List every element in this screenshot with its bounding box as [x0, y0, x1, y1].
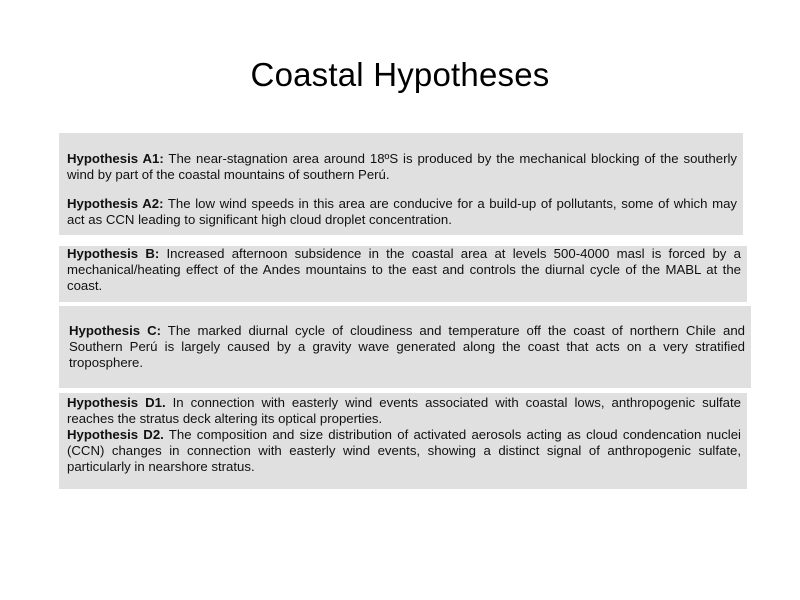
hypothesis-a2: [67, 196, 737, 228]
hypothesis-c-label: Hypothesis C:: [69, 323, 161, 338]
hypothesis-d2: [67, 427, 741, 475]
hypothesis-box-a: [59, 133, 743, 235]
hypothesis-a2-text: The low wind speeds in this area are conducive for a build-up of pollutants, some of which may act as CCN leading to significant high cloud droplet concentration.: [67, 196, 737, 227]
hypothesis-c-text: The marked diurnal cycle of cloudiness and temperature off the coast of northern Chile and Southern Perú is largely caused by a gravity wave generated along the coast that acts on a very stratified troposphere.: [69, 323, 745, 370]
paragraph-gap: [67, 183, 737, 196]
hypothesis-a2-label: Hypothesis A2:: [67, 196, 164, 211]
hypothesis-a1-label: Hypothesis A1:: [67, 151, 164, 166]
hypothesis-box-c: [59, 306, 751, 388]
hypothesis-b: [67, 246, 741, 294]
hypothesis-box-d: [59, 393, 747, 489]
hypothesis-d2-label: Hypothesis D2.: [67, 427, 164, 442]
hypothesis-b-text: Increased afternoon subsidence in the coastal area at levels 500-4000 masl is forced by a mechanical/heating effect of the Andes mountains to the east and controls the diurnal cycle of the MABL at the coast.: [67, 246, 741, 293]
hypothesis-d1-text: In connection with easterly wind events associated with coastal lows, anthropogenic sulfate reaches the stratus deck altering its optical properties.: [67, 395, 741, 426]
hypothesis-d1: [67, 395, 741, 427]
hypothesis-d1-label: Hypothesis D1.: [67, 395, 166, 410]
hypothesis-c: [69, 323, 745, 371]
slide-title: Coastal Hypotheses: [250, 56, 550, 93]
hypothesis-box-b: [59, 246, 747, 302]
hypothesis-d2-text: The composition and size distribution of activated aerosols acting as cloud condencation nuclei (CCN) changes in connection with easterly wind events, showing a distinct signal of anthropogenic sulfate, particularly in nearshore stratus.: [67, 427, 741, 474]
hypothesis-a1: [67, 151, 737, 183]
hypothesis-b-label: Hypothesis B:: [67, 246, 160, 261]
hypothesis-a1-text: The near-stagnation area around 18ºS is produced by the mechanical blocking of the southerly wind by part of the coastal mountains of southern Perú.: [67, 151, 737, 182]
